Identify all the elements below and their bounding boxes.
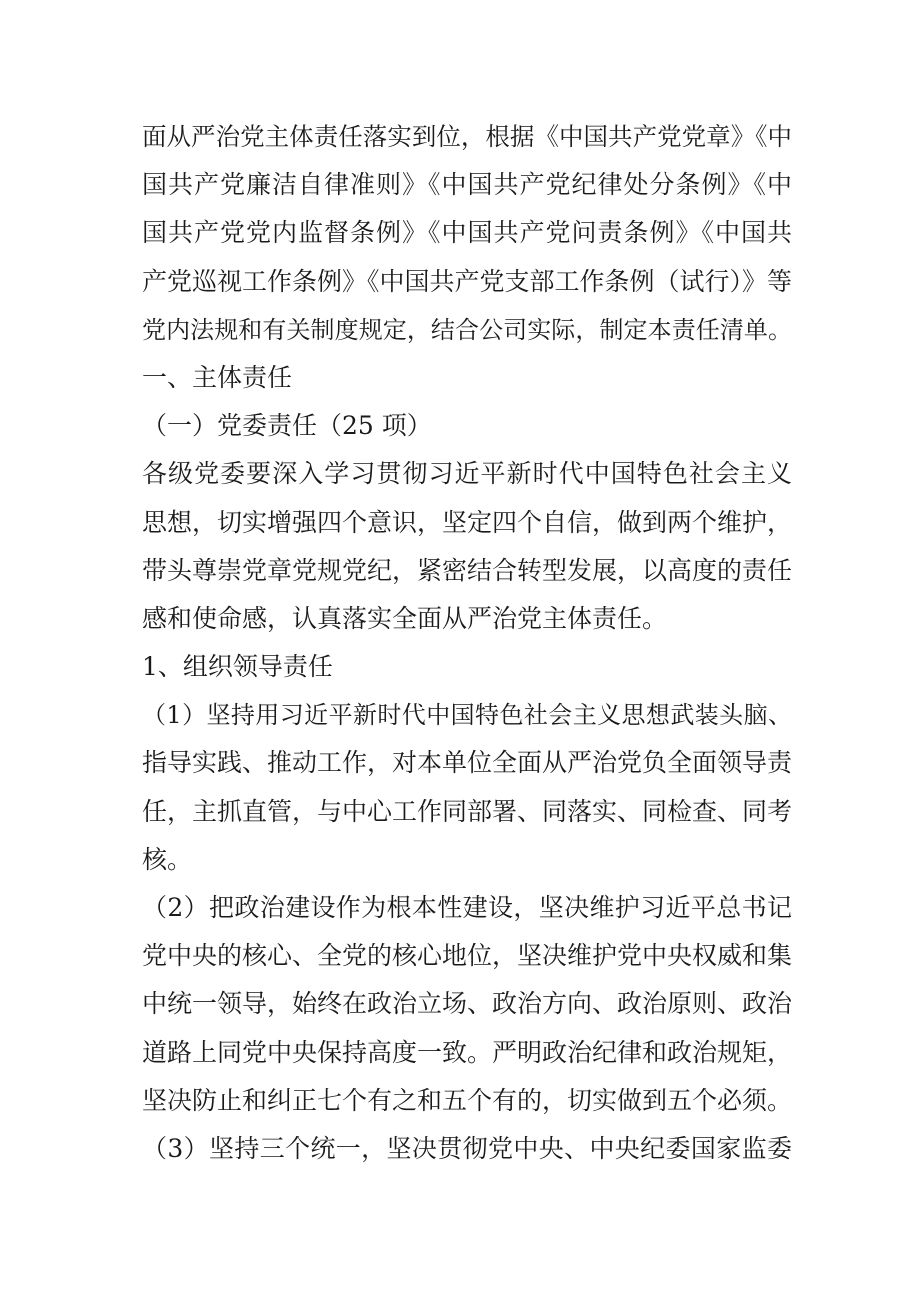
text-line: 面从严治党主体责任落实到位，根据《中国共产党党章》《中 [142,122,792,151]
text-line: 道路上同党中央保持高度一致。严明政治纪律和政治规矩， [142,1037,793,1067]
text-line: 国共产党党内监督条例》《中国共产党问责条例》《中国共 [142,218,792,248]
text-line: 产党巡视工作条例》《中国共产党支部工作条例（试行）》等 [142,266,793,296]
text-line: 党内法规和有关制度规定，结合公司实际，制定本责任清单。 [142,315,792,344]
document-body [142,113,792,1173]
text-line: （2）把政治建设作为根本性建设，坚决维护习近平总书记 [142,893,792,922]
text-line: （1）坚持用习近平新时代中国特色社会主义思想武装头脑、 [142,701,792,730]
text-line: 核。 [142,844,193,874]
text-line: 指导实践、推动工作，对本单位全面从严治党负全面领导责 [142,748,793,778]
subsection-heading: （一）党委责任（25 项） [142,411,432,441]
text-line: 党中央的核心、全党的核心地位，坚决维护党中央权威和集 [142,941,793,971]
text-line: 中统一领导，始终在政治立场、政治方向、政治原则、政治 [142,989,793,1019]
text-line: 国共产党廉洁自律准则》《中国共产党纪律处分条例》《中 [142,170,792,200]
text-line: 任，主抓直管，与中心工作同部署、同落实、同检查、同考 [142,796,793,826]
text-line: 思想，切实增强四个意识，坚定四个自信，做到两个维护， [142,507,793,537]
text-line: （3）坚持三个统一，坚决贯彻党中央、中央纪委国家监委 [142,1133,792,1163]
text-line: 坚决防止和纠正七个有之和五个有的，切实做到五个必须。 [142,1085,793,1115]
text-line: 各级党委要深入学习贯彻习近平新时代中国特色社会主义 [142,459,792,489]
text-line: 带头尊崇党章党规党纪，紧密结合转型发展，以高度的责任 [142,555,793,585]
item-heading: 1、组织领导责任 [142,652,333,682]
section-heading: 一、主体责任 [142,362,293,392]
text-line: 感和使命感，认真落实全面从严治党主体责任。 [142,603,668,633]
